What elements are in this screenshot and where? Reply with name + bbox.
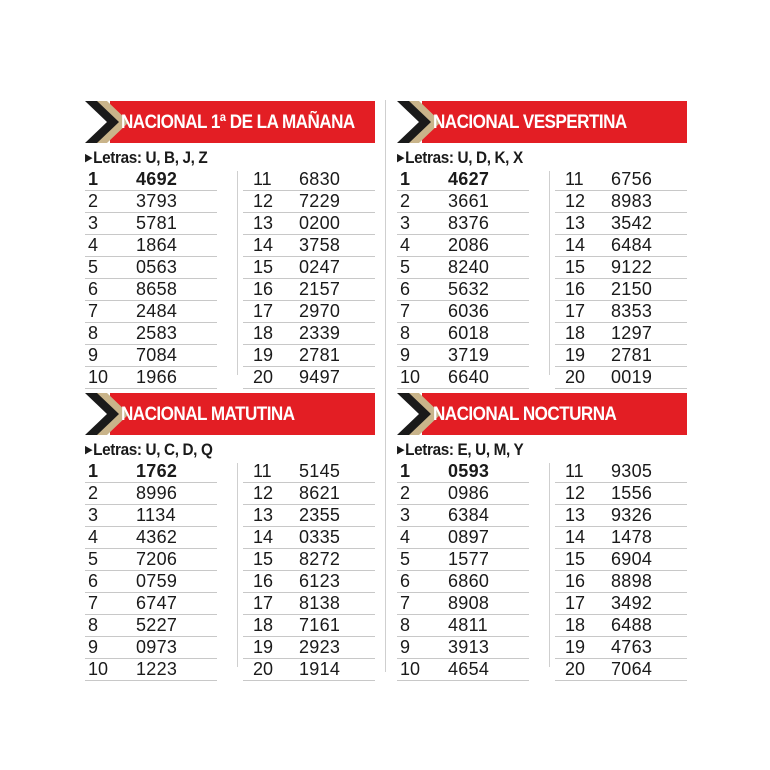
results-columns [85,169,375,387]
result-position: 4 [88,527,99,547]
result-number: 0247 [299,257,341,277]
result-position: 4 [400,527,411,547]
panel-header [397,392,687,436]
result-position: 18 [253,615,274,635]
result-row [397,301,529,323]
results-column-right [555,169,687,389]
result-position: 16 [565,571,586,591]
result-number: 1864 [136,235,178,255]
letras-line [85,439,346,461]
result-row [555,169,687,191]
result-row [397,659,529,681]
panel-header [85,392,375,436]
result-position: 5 [400,257,411,277]
result-row [243,279,375,301]
result-row [555,345,687,367]
result-number: 9305 [611,461,653,481]
result-number: 2150 [611,279,653,299]
result-position: 4 [400,235,411,255]
result-number: 3758 [299,235,341,255]
result-position: 20 [253,659,274,679]
result-number: 2583 [136,323,178,343]
result-position: 20 [253,367,274,387]
result-position: 11 [565,461,584,481]
result-row [243,615,375,637]
result-row [555,461,687,483]
result-position: 10 [88,659,109,679]
result-number: 1478 [611,527,653,547]
result-position: 13 [565,505,586,525]
result-row [397,461,529,483]
result-position: 17 [565,301,586,321]
panel-title: NACIONAL 1ª DE LA MAÑANA [121,112,355,133]
result-number: 6860 [448,571,490,591]
result-number: 8996 [136,483,178,503]
result-number: 1914 [299,659,341,679]
result-row [555,213,687,235]
results-column-left [85,169,217,389]
result-position: 1 [88,169,99,189]
result-row [555,235,687,257]
result-position: 4 [88,235,99,255]
letras-text: Letras: U, B, J, Z [93,148,208,167]
result-row [243,483,375,505]
result-row [243,461,375,483]
result-number: 7161 [299,615,341,635]
result-number: 6384 [448,505,490,525]
result-position: 7 [88,301,99,321]
result-position: 9 [400,637,411,657]
result-row [85,323,217,345]
result-position: 8 [400,615,411,635]
result-row [243,527,375,549]
result-number: 6830 [299,169,341,189]
result-position: 5 [400,549,411,569]
result-number: 3913 [448,637,490,657]
result-position: 14 [253,235,274,255]
result-position: 19 [253,637,274,657]
result-position: 16 [253,279,274,299]
result-position: 18 [565,323,586,343]
result-position: 6 [88,571,99,591]
result-row [243,505,375,527]
result-row [85,615,217,637]
panel-nacional-manana [85,100,375,387]
result-position: 11 [253,461,272,481]
result-row [555,593,687,615]
result-number: 6747 [136,593,178,613]
results-column-left [397,169,529,389]
result-number: 0563 [136,257,178,277]
result-row [397,505,529,527]
result-position: 9 [400,345,411,365]
results-column-right [243,169,375,389]
result-position: 17 [565,593,586,613]
letras-line [397,147,658,169]
result-number: 7084 [136,345,178,365]
result-row [85,169,217,191]
result-row [243,301,375,323]
result-row [397,615,529,637]
result-position: 12 [565,191,586,211]
result-position: 10 [88,367,109,387]
result-number: 8898 [611,571,653,591]
result-number: 0973 [136,637,178,657]
result-row [243,213,375,235]
panel-title: NACIONAL MATUTINA [121,404,295,425]
result-number: 0593 [448,461,490,481]
result-row [243,549,375,571]
letras-line [85,147,346,169]
result-position: 13 [253,505,274,525]
result-row [555,279,687,301]
result-row [397,323,529,345]
result-number: 1297 [611,323,653,343]
letras-text: Letras: E, U, M, Y [405,440,524,459]
result-row [85,367,217,389]
result-row [397,571,529,593]
panel-header [397,100,687,144]
result-row [243,637,375,659]
result-position: 19 [565,345,586,365]
result-row [555,483,687,505]
result-position: 18 [253,323,274,343]
result-row [243,169,375,191]
result-number: 9326 [611,505,653,525]
arrow-right-icon: ▶ [85,444,93,456]
result-row [555,659,687,681]
results-columns [85,461,375,679]
result-number: 2970 [299,301,341,321]
result-number: 0986 [448,483,490,503]
result-position: 18 [565,615,586,635]
result-row [397,279,529,301]
result-number: 6488 [611,615,653,635]
result-number: 8658 [136,279,178,299]
result-row [85,279,217,301]
result-row [555,191,687,213]
result-number: 4654 [448,659,490,679]
panel-nacional-matutina [85,392,375,679]
result-number: 7229 [299,191,341,211]
result-number: 2923 [299,637,341,657]
result-row [555,367,687,389]
result-position: 1 [400,169,411,189]
result-row [243,191,375,213]
result-position: 19 [253,345,274,365]
result-number: 0897 [448,527,490,547]
results-column-right [555,461,687,681]
result-position: 2 [400,483,411,503]
result-number: 6756 [611,169,653,189]
result-number: 9122 [611,257,653,277]
result-row [397,527,529,549]
panel-nacional-vespertina [397,100,687,387]
result-row [85,527,217,549]
result-position: 6 [400,571,411,591]
result-row [85,235,217,257]
result-number: 8240 [448,257,490,277]
result-row [85,505,217,527]
result-position: 19 [565,637,586,657]
result-row [85,461,217,483]
result-row [397,367,529,389]
result-row [397,483,529,505]
result-position: 3 [88,505,99,525]
result-position: 9 [88,345,99,365]
results-columns [397,169,687,387]
result-number: 0019 [611,367,653,387]
result-number: 0200 [299,213,341,233]
results-column-right [243,461,375,681]
result-row [555,257,687,279]
result-row [555,323,687,345]
result-row [85,191,217,213]
result-number: 6036 [448,301,490,321]
letras-line [397,439,658,461]
result-position: 15 [565,257,586,277]
letras-text: Letras: U, D, K, X [405,148,523,167]
result-row [555,527,687,549]
result-number: 8353 [611,301,653,321]
result-row [555,505,687,527]
result-number: 4811 [448,615,488,635]
result-number: 0335 [299,527,341,547]
result-row [243,257,375,279]
arrow-right-icon: ▶ [397,152,405,164]
result-position: 10 [400,659,421,679]
result-position: 15 [253,549,274,569]
result-number: 2086 [448,235,490,255]
result-position: 3 [400,505,411,525]
result-row [85,549,217,571]
result-position: 14 [253,527,274,547]
result-row [85,301,217,323]
result-row [243,345,375,367]
result-position: 15 [565,549,586,569]
result-position: 2 [88,191,99,211]
result-position: 9 [88,637,99,657]
result-number: 2355 [299,505,341,525]
result-row [243,367,375,389]
result-number: 1577 [448,549,490,569]
result-number: 1762 [136,461,178,481]
result-position: 10 [400,367,421,387]
result-number: 1223 [136,659,178,679]
center-divider [385,100,386,672]
result-row [397,637,529,659]
panel-header [85,100,375,144]
result-row [85,213,217,235]
result-row [85,593,217,615]
result-row [397,257,529,279]
result-number: 3542 [611,213,653,233]
results-column-left [85,461,217,681]
result-number: 4763 [611,637,653,657]
result-number: 3793 [136,191,178,211]
result-row [555,571,687,593]
panel-title: NACIONAL VESPERTINA [433,112,627,133]
result-row [397,549,529,571]
result-number: 3492 [611,593,653,613]
result-position: 5 [88,549,99,569]
result-position: 12 [253,191,274,211]
result-number: 4627 [448,169,490,189]
result-number: 8908 [448,593,490,613]
result-position: 7 [400,301,411,321]
result-number: 1556 [611,483,653,503]
result-row [397,345,529,367]
result-row [397,593,529,615]
result-row [555,549,687,571]
result-number: 6018 [448,323,490,343]
result-position: 20 [565,367,586,387]
panel-nacional-nocturna [397,392,687,679]
result-number: 2781 [611,345,653,365]
result-position: 13 [253,213,274,233]
result-row [555,637,687,659]
result-number: 8621 [299,483,341,503]
result-number: 7064 [611,659,653,679]
result-row [85,571,217,593]
result-number: 1966 [136,367,178,387]
result-number: 6123 [299,571,341,591]
result-position: 8 [88,615,99,635]
result-number: 8138 [299,593,341,613]
result-number: 2339 [299,323,341,343]
result-position: 14 [565,235,586,255]
result-row [243,323,375,345]
result-number: 5145 [299,461,341,481]
result-number: 8272 [299,549,341,569]
result-number: 7206 [136,549,178,569]
result-number: 8983 [611,191,653,211]
result-position: 8 [400,323,411,343]
result-row [555,301,687,323]
result-position: 2 [400,191,411,211]
result-number: 6904 [611,549,653,569]
result-row [243,571,375,593]
result-position: 3 [400,213,411,233]
results-columns [397,461,687,679]
result-number: 5632 [448,279,490,299]
result-number: 6640 [448,367,490,387]
result-position: 8 [88,323,99,343]
result-row [397,191,529,213]
result-number: 9497 [299,367,341,387]
result-number: 4692 [136,169,178,189]
result-row [243,659,375,681]
result-position: 2 [88,483,99,503]
result-position: 17 [253,301,274,321]
result-position: 15 [253,257,274,277]
result-position: 16 [565,279,586,299]
result-row [85,345,217,367]
result-position: 3 [88,213,99,233]
arrow-right-icon: ▶ [85,152,93,164]
result-row [85,659,217,681]
results-column-left [397,461,529,681]
result-row [397,169,529,191]
arrow-right-icon: ▶ [397,444,405,456]
result-position: 1 [400,461,411,481]
result-row [243,593,375,615]
result-position: 13 [565,213,586,233]
result-position: 7 [88,593,99,613]
result-position: 12 [253,483,274,503]
result-row [555,615,687,637]
result-position: 1 [88,461,99,481]
result-row [85,483,217,505]
result-position: 14 [565,527,586,547]
result-position: 17 [253,593,274,613]
result-number: 1134 [136,505,176,525]
result-position: 11 [565,169,584,189]
result-number: 3661 [448,191,490,211]
result-position: 20 [565,659,586,679]
result-position: 16 [253,571,274,591]
result-number: 6484 [611,235,653,255]
result-number: 5781 [136,213,178,233]
result-position: 12 [565,483,586,503]
result-number: 5227 [136,615,178,635]
result-number: 2157 [299,279,341,299]
panel-title: NACIONAL NOCTURNA [433,404,617,425]
result-number: 2484 [136,301,178,321]
result-row [85,637,217,659]
result-position: 5 [88,257,99,277]
result-row [397,235,529,257]
result-number: 2781 [299,345,341,365]
letras-text: Letras: U, C, D, Q [93,440,213,459]
result-number: 0759 [136,571,178,591]
result-position: 6 [88,279,99,299]
result-row [243,235,375,257]
result-position: 11 [253,169,272,189]
result-number: 3719 [448,345,490,365]
result-row [85,257,217,279]
result-position: 7 [400,593,411,613]
result-number: 8376 [448,213,490,233]
result-number: 4362 [136,527,178,547]
result-position: 6 [400,279,411,299]
result-row [397,213,529,235]
